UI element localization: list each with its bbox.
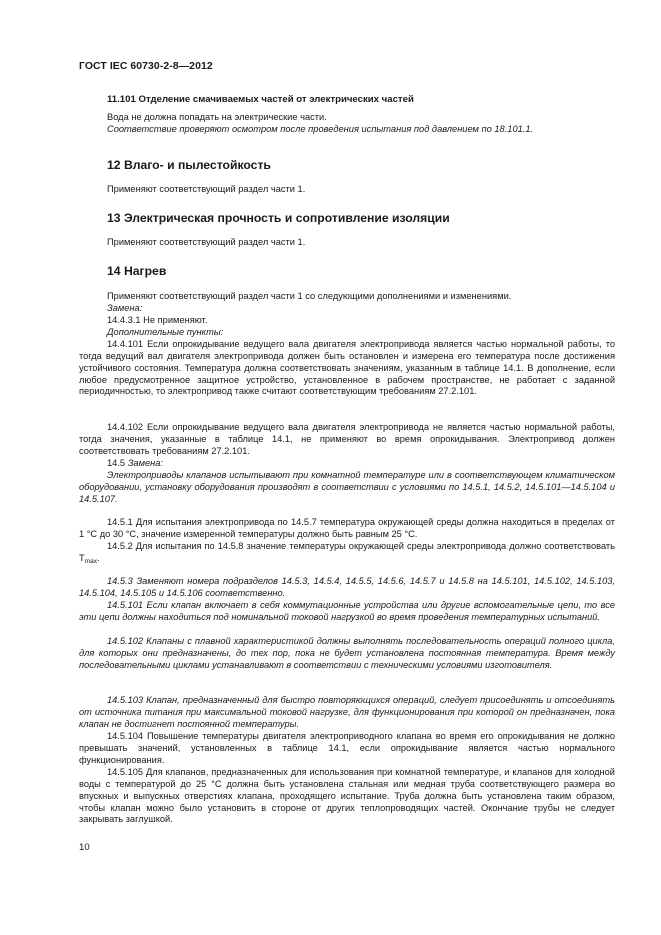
clause-14-5-105: 14.5.105 Для клапанов, предназначенных для использования при комнатной температуре, и клапанов для холодной воды с температурой до 25 °С должна быть установлена стальная или медная труба соответствующего размера во впускных и выпускных отверстиях клапана, проходящего испытание. Труба должна быть установлена таким образом, чтобы клапан можно было установить в стороне от других теплопроводящих частей. Окончание трубы не следует закрывать заглушкой.	[79, 767, 615, 825]
clause-14-5-1: 14.5.1 Для испытания электропривода по 14.5.7 температура окружающей среды должна находиться в пределах от 1 °С до 30 °С, значение измеренной температуры должно быть равным 25 °С.	[79, 517, 615, 539]
section-11-101-line2: Соответствие проверяют осмотром после проведения испытания под давлением по 18.101.1.	[107, 124, 534, 134]
clause-14-5-102: 14.5.102 Клапаны с плавной характеристикой должны выполнять последовательность операций полного цикла, для которых они предназначены, до тех пор, пока не будет установлена постоянная температура. Время между последовательными циклами устанавливают в соответствии с техническими условиями изготовителя.	[79, 636, 615, 670]
clause-14-4-102: 14.4.102 Если опрокидывание ведущего вала двигателя электропривода не является частью нормальной работы, тогда значения, указанные в таблице 14.1, не применяют во время опрокидывания. Электропривод должен соответствовать требованиям 27.2.101.	[79, 422, 615, 456]
section-14-title: 14 Нагрев	[107, 264, 167, 278]
section-13-text: Применяют соответствующий раздел части 1.	[107, 237, 306, 247]
section-12-title: 12 Влаго- и пылестойкость	[107, 158, 271, 172]
section-12-text: Применяют соответствующий раздел части 1.	[107, 184, 306, 194]
clause-14-5-101: 14.5.101 Если клапан включает в себя коммутационные устройства или другие вспомогательные цепи, то все эти цепи должны находиться под номинальной токовой нагрузкой во время проведения температурных испытаний.	[79, 600, 615, 622]
additional-clauses-label: Дополнительные пункты:	[107, 327, 224, 337]
clause-14-5-3: 14.5.3 Заменяют номера подразделов 14.5.3, 14.5.4, 14.5.5, 14.5.6, 14.5.7 и 14.5.8 на 14.5.101, 14.5.102, 14.5.103, 14.5.104, 14.5.105 и 14.5.106 соответственно.	[79, 576, 615, 598]
clause-14-5-text: Электроприводы клапанов испытывают при комнатной температуре или в соответствующем климатическом оборудовании, установку оборудования производят в соответствии с условиями по 14.5.1, 14.5.2, 14.5.101—14.5.104 и 14.5.107.	[79, 470, 615, 504]
clause-14-5-replace: Замена:	[127, 458, 163, 468]
clause-14-5-2: 14.5.2 Для испытания по 14.5.8 значение температуры окружающей среды электропривода должно соответствовать $T_{max}$.	[79, 541, 615, 565]
clause-14-5-103: 14.5.103 Клапан, предназначенный для быстро повторяющихся операций, следует присоединять и отсоединять от источника питания при максимальной токовой нагрузке, для функционирования при которой он предназначен, пока клапан не достигнет постоянной температуры.	[79, 695, 615, 729]
section-11-101-line1: Вода не должна попадать на электрические части.	[107, 112, 327, 122]
page-number: 10	[79, 842, 90, 853]
document-code: ГОСТ IEC 60730-2-8—2012	[79, 61, 213, 72]
clause-14-5-104: 14.5.104 Повышение температуры двигателя электроприводного клапана во время его опрокидывания не должно превышать значений, установленных в таблице 14.1, если опрокидывание является частью нормального функционирования.	[79, 731, 615, 765]
clause-14-4-3-1: 14.4.3.1 Не применяют.	[107, 315, 208, 325]
replace-label: Замена:	[107, 303, 143, 313]
section-11-101-title: 11.101 Отделение смачиваемых частей от электрических частей	[107, 94, 414, 105]
clause-14-5: 14.5 Замена:	[107, 458, 163, 468]
section-13-title: 13 Электрическая прочность и сопротивление изоляции	[107, 211, 450, 225]
clause-14-4-101: 14.4.101 Если опрокидывание ведущего вала двигателя электропривода является частью нормальной работы, то тогда ведущий вал двигателя электропривода должен быть остановлен и измерена его температура после достижения устойчивого состояния. Температура должна соответствовать значениям, указанным в таблице 14.1. В дополнение, если любое предусмотренное защитное устройство, установленное в рабочем пространстве, не работает с заданной периодичностью, то электропривод также считают соответствующим требованиям 27.2.101.	[79, 339, 615, 397]
section-14-intro: Применяют соответствующий раздел части 1 со следующими дополнениями и изменениями.	[107, 291, 512, 301]
